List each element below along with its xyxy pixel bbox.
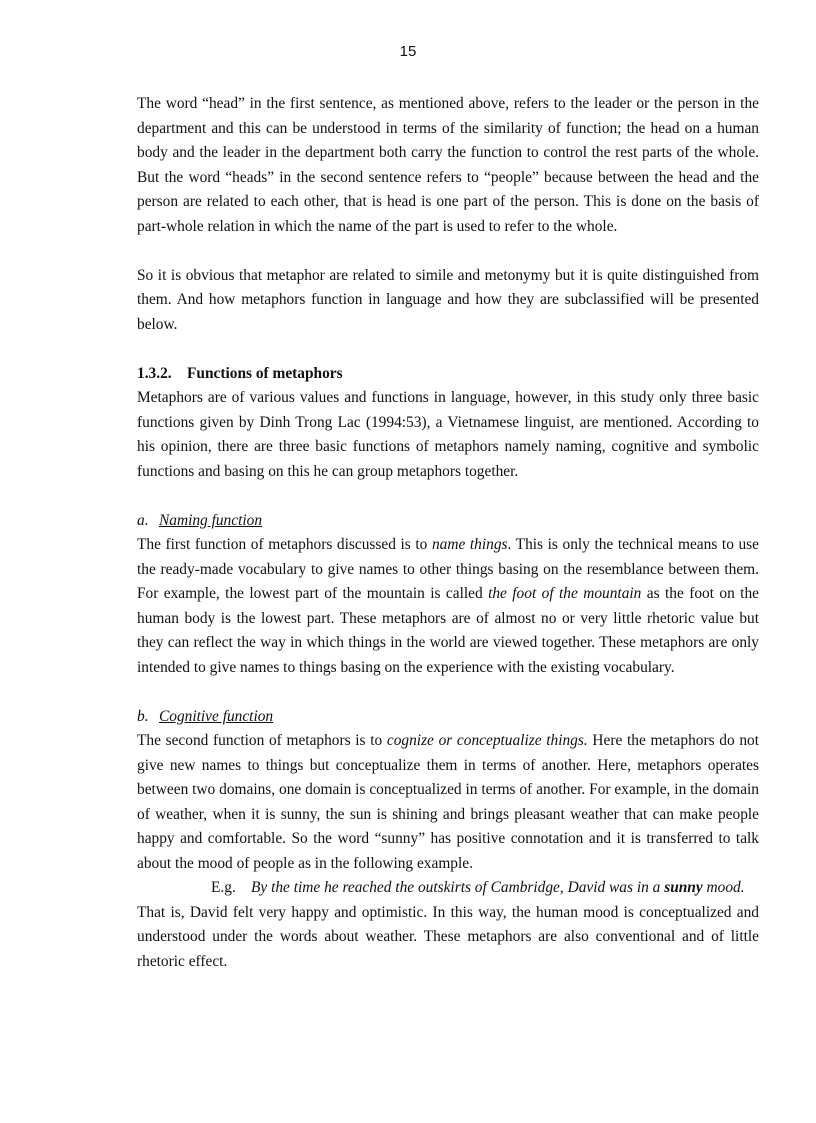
subheading-title: Naming function	[159, 511, 263, 529]
subheading-letter: a.	[137, 511, 149, 529]
section-intro: Metaphors are of various values and functions in language, however, in this study only three basic functions given by Dinh Trong Lac (1994:53), a Vietnamese linguist, are mentioned. According to his opinion, there are three basic functions of metaphors namely naming, cognitive and symbolic functions and basing on this he can group metaphors together.	[137, 389, 759, 480]
paragraph-naming: The first function of metaphors discussed is to name things. This is only the technical means to use the ready-made vocabulary to give names to other things basing on the resemblance between them. For example, the lowest part of the mountain is called the foot of the mountain as the foot on the human body is the lowest part. These metaphors are of almost no or very little rhetoric value but they can reflect the way in which things in the world are viewed together. These metaphors are only intended to give names to things basing on the experience with the existing vocabulary.	[137, 536, 759, 676]
paragraph-cognitive-conclusion: That is, David felt very happy and optimistic. In this way, the human mood is conceptualized and understood under the words about weather. These metaphors are also conventional and of little rhetoric effect.	[137, 903, 759, 970]
example-bold-word: sunny	[664, 879, 703, 896]
section-number: 1.3.2.	[137, 364, 172, 382]
subheading-title: Cognitive function	[159, 707, 274, 725]
subheading-cognitive	[137, 705, 759, 730]
subheading-naming	[137, 509, 759, 534]
example-text: By the time he reached the outskirts of Cambridge, David was in a sunny mood.	[251, 879, 745, 896]
paragraph-metaphor-simile: So it is obvious that metaphor are related to simile and metonymy but it is quite distinguished from them. And how metaphors function in language and how they are subclassified will be presented below.	[137, 266, 759, 333]
example-label: E.g.	[211, 879, 236, 896]
page-number: 15	[399, 43, 417, 60]
subheading-letter: b.	[137, 707, 149, 725]
emphasis-foot-of-mountain: the foot of the mountain	[488, 585, 642, 602]
emphasis-cognize: cognize or conceptualize things.	[386, 732, 588, 749]
emphasis-name-things: name things	[431, 536, 508, 553]
example-block	[137, 876, 759, 901]
page-content	[137, 92, 759, 974]
paragraph-head-explanation: The word “head” in the first sentence, as mentioned above, refers to the leader or the person in the department and this can be understood in terms of the similarity of function; the head on a human body and the leader in the department both carry the function to control the rest parts of the whole. But the word “heads” in the second sentence refers to “people” because between the head and the person are related to each other, that is head is one part of the person. This is done on the basis of part-whole relation in which the name of the part is used to refer to the whole.	[137, 95, 759, 235]
paragraph-cognitive: The second function of metaphors is to cognize or conceptualize things. Here the metaphors do not give new names to things but conceptualize them in terms of another. Here, metaphors operates between two domains, one domain is conceptualized in terms of another. For example, in the domain of weather, when it is sunny, the sun is shining and brings pleasant weather that can make people happy and comfortable. So the word “sunny” has positive connotation and it is transferred to talk about the mood of people as in the following example.	[137, 732, 759, 872]
section-title: Functions of metaphors	[187, 364, 343, 382]
section-heading	[137, 362, 759, 387]
